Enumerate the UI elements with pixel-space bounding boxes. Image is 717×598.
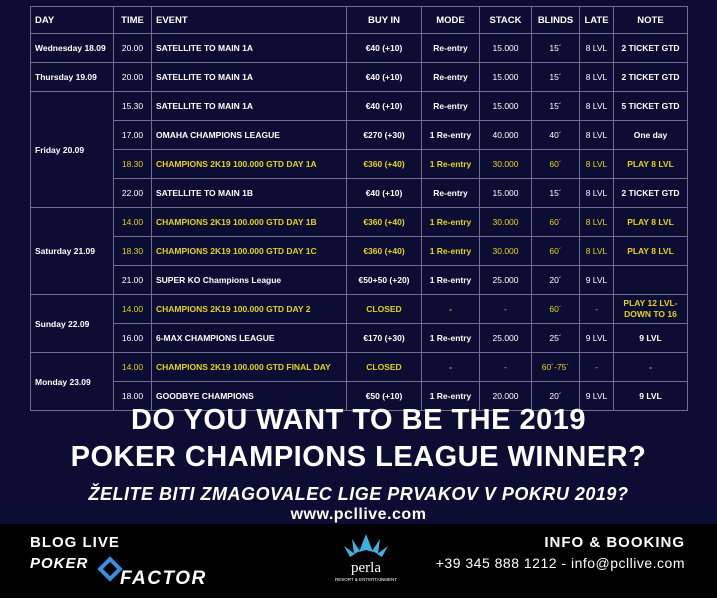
mode-cell: Re-entry [422, 179, 480, 208]
headline-line-1: DO YOU WANT TO BE THE 2019 [130, 404, 587, 436]
event-cell: CHAMPIONS 2K19 100.000 GTD DAY 1B [152, 208, 347, 237]
late-cell: - [580, 295, 614, 324]
buyin-cell: CLOSED [347, 295, 422, 324]
stack-cell: - [480, 295, 532, 324]
blinds-cell: 15´ [532, 179, 580, 208]
header-event: EVENT [152, 7, 347, 34]
blinds-cell: 60´-75´ [532, 353, 580, 382]
perla-name: perla [351, 560, 381, 576]
table-row [31, 353, 688, 382]
event-cell: SUPER KO Champions League [152, 266, 347, 295]
mode-cell: 1 Re-entry [422, 150, 480, 179]
blinds-cell: 60´ [532, 208, 580, 237]
note-cell: 9 LVL [614, 382, 688, 411]
schedule-body [31, 34, 688, 411]
mode-cell: 1 Re-entry [422, 382, 480, 411]
mode-cell: Re-entry [422, 63, 480, 92]
late-cell: 8 LVL [580, 92, 614, 121]
contact-info[interactable]: +39 345 888 1212 - info@pcllive.com [435, 555, 685, 571]
time-cell: 16.00 [114, 324, 152, 353]
table-row [31, 324, 688, 353]
note-cell: 2 TICKET GTD [614, 63, 688, 92]
late-cell: 9 LVL [580, 266, 614, 295]
stack-cell: 30.000 [480, 237, 532, 266]
event-cell: SATELLITE TO MAIN 1B [152, 179, 347, 208]
stack-cell: 40.000 [480, 121, 532, 150]
headline-slovenian: ŽELITE BITI ZMAGOVALEC LIGE PRVAKOV V POKRU 2019? [88, 484, 629, 504]
day-cell: Saturday 21.09 [31, 208, 114, 295]
late-cell: 8 LVL [580, 63, 614, 92]
buyin-cell: €360 (+40) [347, 208, 422, 237]
note-cell: PLAY 8 LVL [614, 208, 688, 237]
event-cell: SATELLITE TO MAIN 1A [152, 92, 347, 121]
stack-cell: 30.000 [480, 150, 532, 179]
table-row [31, 92, 688, 121]
perla-subtitle: RESORT & ENTERTAINMENT [335, 577, 397, 582]
day-cell: Wednesday 18.09 [31, 34, 114, 63]
note-cell [614, 266, 688, 295]
note-cell: 9 LVL [614, 324, 688, 353]
mode-cell: 1 Re-entry [422, 121, 480, 150]
headline-line-2: POKER CHAMPIONS LEAGUE WINNER? [70, 441, 647, 473]
note-cell: PLAY 12 LVL- DOWN TO 16 [614, 295, 688, 324]
buyin-cell: €50+50 (+20) [347, 266, 422, 295]
blinds-cell: 40´ [532, 121, 580, 150]
blinds-cell: 60´ [532, 295, 580, 324]
buyin-cell: €40 (+10) [347, 34, 422, 63]
note-cell: 2 TICKET GTD [614, 34, 688, 63]
mode-cell: Re-entry [422, 34, 480, 63]
mode-cell: 1 Re-entry [422, 324, 480, 353]
time-cell: 14.00 [114, 295, 152, 324]
time-cell: 17.00 [114, 121, 152, 150]
blinds-cell: 15´ [532, 34, 580, 63]
event-cell: CHAMPIONS 2K19 100.000 GTD DAY 2 [152, 295, 347, 324]
late-cell: 8 LVL [580, 121, 614, 150]
perla-logo [330, 530, 402, 592]
time-cell: 14.00 [114, 353, 152, 382]
late-cell: 8 LVL [580, 34, 614, 63]
blinds-cell: 25´ [532, 324, 580, 353]
late-cell: 9 LVL [580, 382, 614, 411]
time-cell: 20.00 [114, 63, 152, 92]
note-cell: 2 TICKET GTD [614, 179, 688, 208]
table-row [31, 121, 688, 150]
note-cell: - [614, 353, 688, 382]
table-row [31, 295, 688, 324]
event-cell: OMAHA CHAMPIONS LEAGUE [152, 121, 347, 150]
perla-shell-icon [344, 534, 388, 557]
time-cell: 15.30 [114, 92, 152, 121]
header-blinds: BLINDS [532, 7, 580, 34]
buyin-cell: €40 (+10) [347, 92, 422, 121]
footer-bar [0, 524, 717, 598]
event-cell: 6-MAX CHAMPIONS LEAGUE [152, 324, 347, 353]
mode-cell: 1 Re-entry [422, 237, 480, 266]
poker-factor-logo [30, 554, 230, 586]
logo-word-factor: FACTOR [120, 568, 207, 586]
blinds-cell: 15´ [532, 63, 580, 92]
blinds-cell: 60´ [532, 237, 580, 266]
event-cell: CHAMPIONS 2K19 100.000 GTD DAY 1A [152, 150, 347, 179]
note-cell: PLAY 8 LVL [614, 150, 688, 179]
stack-cell: 25.000 [480, 324, 532, 353]
blog-live-label: BLOG LIVE [30, 534, 120, 551]
header-late: LATE [580, 7, 614, 34]
buyin-cell: €270 (+30) [347, 121, 422, 150]
buyin-cell: €40 (+10) [347, 63, 422, 92]
time-cell: 14.00 [114, 208, 152, 237]
mode-cell: 1 Re-entry [422, 266, 480, 295]
header-buyin: BUY IN [347, 7, 422, 34]
buyin-cell: €360 (+40) [347, 237, 422, 266]
day-cell: Monday 23.09 [31, 353, 114, 411]
buyin-cell: €50 (+10) [347, 382, 422, 411]
stack-cell: 15.000 [480, 179, 532, 208]
late-cell: 8 LVL [580, 179, 614, 208]
diamond-icon [97, 556, 122, 581]
late-cell: 8 LVL [580, 150, 614, 179]
late-cell: - [580, 353, 614, 382]
header-mode: MODE [422, 7, 480, 34]
day-cell: Sunday 22.09 [31, 295, 114, 353]
blinds-cell: 20´ [532, 266, 580, 295]
buyin-cell: €170 (+30) [347, 324, 422, 353]
stack-cell: 15.000 [480, 63, 532, 92]
buyin-cell: €360 (+40) [347, 150, 422, 179]
time-cell: 20.00 [114, 34, 152, 63]
blinds-cell: 15´ [532, 92, 580, 121]
blinds-cell: 60´ [532, 150, 580, 179]
website-link[interactable]: www.pcllive.com [290, 506, 427, 523]
header-stack: STACK [480, 7, 532, 34]
mode-cell: - [422, 353, 480, 382]
table-row [31, 34, 688, 63]
late-cell: 9 LVL [580, 324, 614, 353]
table-header-row [31, 7, 688, 34]
table-row [31, 179, 688, 208]
note-cell: PLAY 8 LVL [614, 237, 688, 266]
stack-cell: 15.000 [480, 34, 532, 63]
time-cell: 21.00 [114, 266, 152, 295]
day-cell: Friday 20.09 [31, 92, 114, 208]
header-day: DAY [31, 7, 114, 34]
stack-cell: 20.000 [480, 382, 532, 411]
schedule-table [30, 6, 688, 411]
late-cell: 8 LVL [580, 208, 614, 237]
stack-cell: 25.000 [480, 266, 532, 295]
mode-cell: - [422, 295, 480, 324]
header-time: TIME [114, 7, 152, 34]
info-booking-title: INFO & BOOKING [544, 534, 685, 551]
stack-cell: 15.000 [480, 92, 532, 121]
event-cell: SATELLITE TO MAIN 1A [152, 63, 347, 92]
time-cell: 18.30 [114, 150, 152, 179]
header-note: NOTE [614, 7, 688, 34]
day-cell: Thursday 19.09 [31, 63, 114, 92]
table-row [31, 63, 688, 92]
event-cell: CHAMPIONS 2K19 100.000 GTD DAY 1C [152, 237, 347, 266]
logo-word-poker: POKER [30, 555, 89, 572]
table-row [31, 150, 688, 179]
table-row [31, 266, 688, 295]
time-cell: 18.00 [114, 382, 152, 411]
event-cell: SATELLITE TO MAIN 1A [152, 34, 347, 63]
event-cell: CHAMPIONS 2K19 100.000 GTD FINAL DAY [152, 353, 347, 382]
note-cell: 5 TICKET GTD [614, 92, 688, 121]
note-cell: One day [614, 121, 688, 150]
buyin-cell: €40 (+10) [347, 179, 422, 208]
time-cell: 22.00 [114, 179, 152, 208]
blinds-cell: 20´ [532, 382, 580, 411]
table-row [31, 208, 688, 237]
time-cell: 18.30 [114, 237, 152, 266]
mode-cell: 1 Re-entry [422, 208, 480, 237]
stack-cell: 30.000 [480, 208, 532, 237]
stack-cell: - [480, 353, 532, 382]
event-cell: GOODBYE CHAMPIONS [152, 382, 347, 411]
buyin-cell: CLOSED [347, 353, 422, 382]
late-cell: 8 LVL [580, 237, 614, 266]
table-row [31, 237, 688, 266]
mode-cell: Re-entry [422, 92, 480, 121]
